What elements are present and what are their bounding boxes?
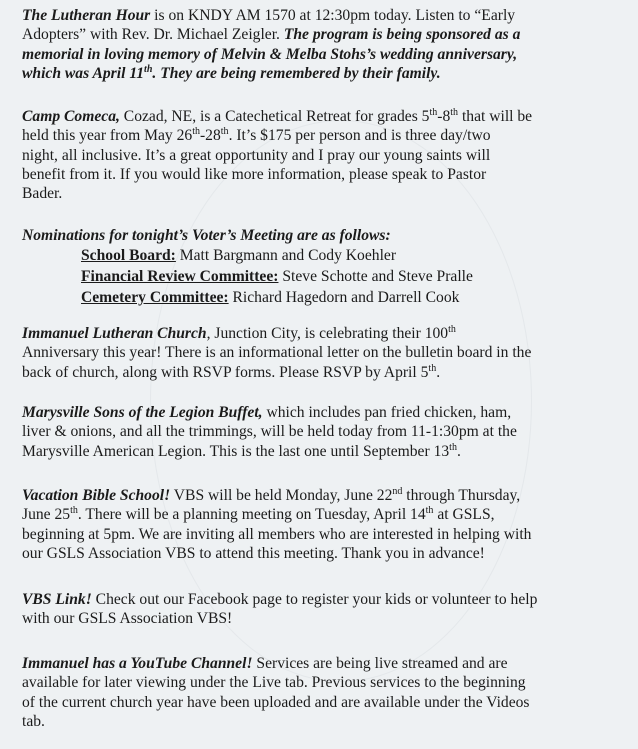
buffet-title: Marysville Sons of the Legion Buffet, [22,404,263,421]
nomination-label: Financial Review Committee: [81,268,279,285]
nominations-heading [22,226,622,245]
vbs-link-announcement [22,590,622,629]
text: beginning at 5pm. We are inviting all members who are interested in helping with [22,525,532,543]
lutheran-hour-announcement [22,6,622,83]
text: available for later viewing under the Live tab. Previous services to the beginning [22,674,526,692]
lutheran-hour-title: The Lutheran Hour [22,7,151,24]
camp-comeca-title: Camp Comeca, [22,108,120,125]
text: back of church, along with RSVP forms. Please RSVP by April 5 [22,363,429,381]
text: -28 [199,127,221,145]
text: held this year from May 26 [22,127,193,145]
text: of the current church year have been uploaded and are available under the Videos [22,693,530,711]
text: th [220,126,229,138]
nomination-names: Richard Hagedorn and Darrell Cook [228,289,460,306]
text: through Thursday, [402,487,521,504]
text: night, all inclusive. It’s a great opportunity and I pray our young saints will [22,146,491,164]
text: nd [392,485,403,497]
text: June 25 [22,506,71,524]
text: which includes pan fried chicken, ham, [262,404,512,421]
vbs-title: Vacation Bible School! [22,487,171,504]
nomination-item [81,266,621,287]
text: our GSLS Association VBS to attend this meeting. Thank you in advance! [22,544,485,562]
text: benefit from it. If you would like more information, please speak to Pastor [22,165,487,183]
text: th [429,106,438,118]
text: Anniversary this year! There is an informational letter on the bulletin board in the [22,344,532,362]
immanuel-title: Immanuel Lutheran Church [22,325,207,342]
youtube-title: Immanuel has a YouTube Channel! [22,655,253,672]
camp-comeca-announcement [22,107,622,203]
text: . They are being remembered by their family. [152,64,441,82]
text: , Junction City, is celebrating their 100 [206,325,449,342]
text: with our GSLS Association VBS! [22,610,233,628]
text: -8 [437,108,451,125]
nomination-label: Cemetery Committee: [81,289,229,306]
nomination-names: Steve Schotte and Steve Pralle [278,268,473,285]
youtube-channel-announcement [22,654,622,731]
text: The program is being sponsored as a [283,26,521,44]
text: . [456,442,461,460]
text: liver & onions, and all the trimmings, will be held today from 11-1:30pm at the [22,423,517,441]
nomination-label: School Board: [81,247,176,264]
text: Check out our Facebook page to register your kids or volunteer to help [91,591,538,608]
nominations-list [81,245,621,308]
legion-buffet-announcement [22,403,622,461]
vbs-announcement [22,486,622,563]
text: th [144,63,153,75]
nomination-names: Matt Bargmann and Cody Koehler [175,247,397,264]
text: VBS will be held Monday, June 22 [170,487,393,504]
text: th [425,505,434,517]
nomination-item [81,287,621,308]
text: at GSLS, [433,506,495,524]
text: which was April 11 [22,64,145,82]
text: is on KNDY AM 1570 at 12:30pm today. Listen to “Early [150,7,516,24]
text: Marysville American Legion. This is the last one until September 13 [22,442,450,460]
vbs-link-title: VBS Link! [22,591,92,608]
text: th [192,126,200,138]
immanuel-anniversary-announcement [22,324,622,382]
text: Nominations for tonight’s Voter’s Meeting are as follows: [22,227,391,244]
text: memorial in loving memory of Melvin & Melba Stohs’s wedding anniversary, [22,45,518,63]
text: that will be [458,108,533,125]
text: tab. [22,712,45,730]
text: . It’s $175 per person and is three day/two [228,127,491,145]
text: th [70,505,78,517]
text: Cozad, NE, is a Catechetical Retreat for grades 5 [119,108,430,125]
text: th [450,106,459,118]
text: Bader. [22,185,63,203]
text: Adopters” with Rev. Dr. Michael Zeigler. [22,26,284,44]
text: th [448,323,456,335]
text: Services are being live streamed and are [252,655,508,672]
text: th [449,441,457,453]
text: . [436,363,441,381]
text: th [428,362,437,374]
text: . There will be a planning meeting on Tuesday, April 14 [77,506,426,524]
nomination-item [81,245,621,266]
